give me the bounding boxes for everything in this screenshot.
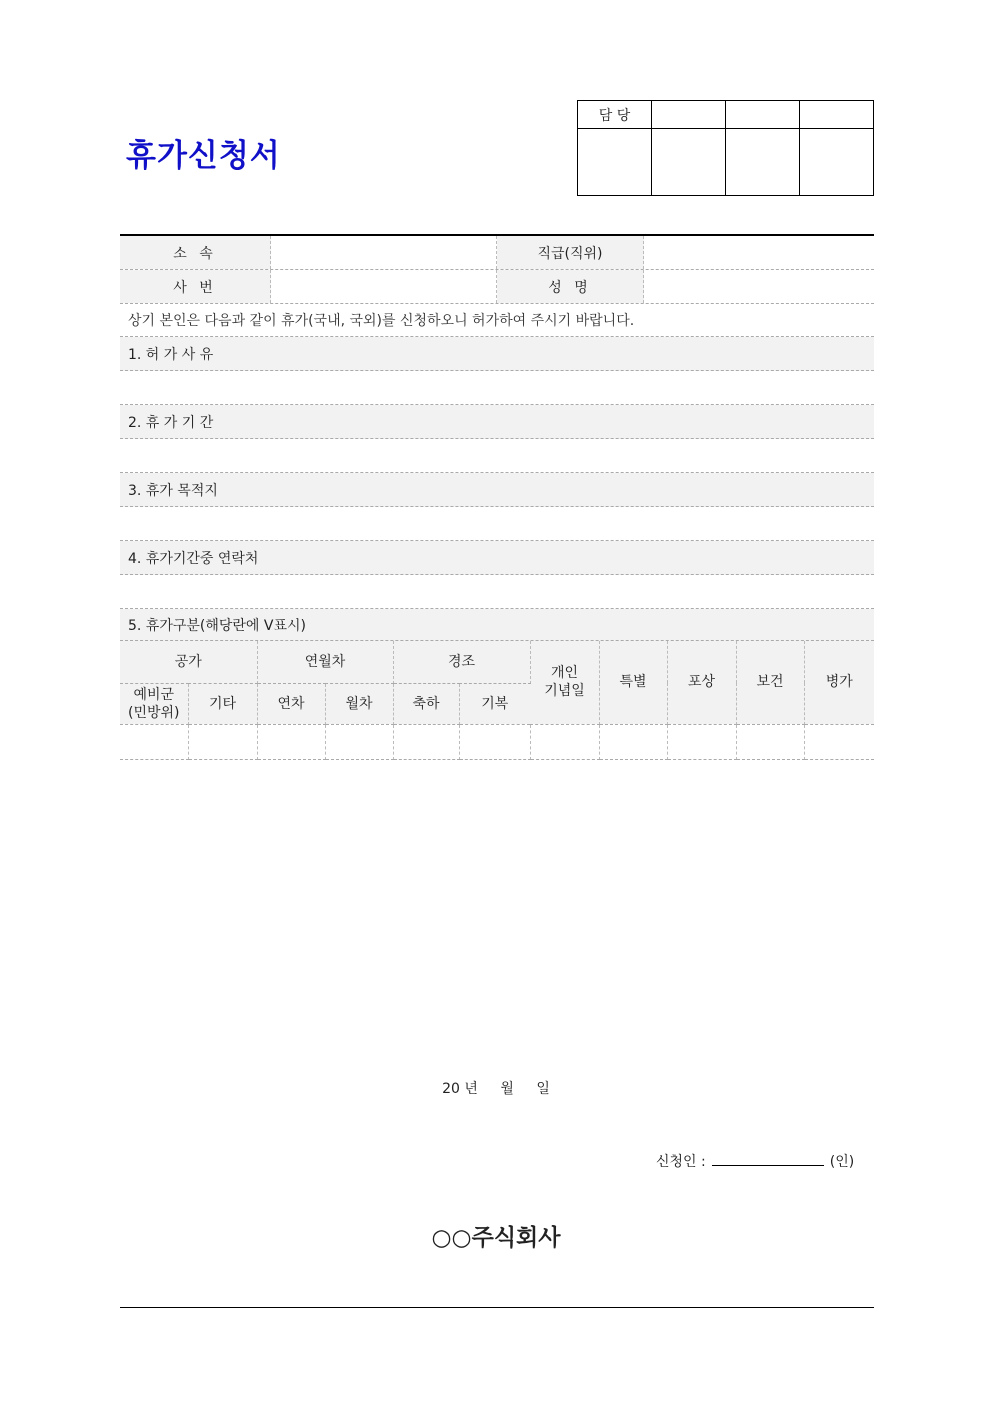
name-field[interactable] xyxy=(644,270,874,303)
info-row-affiliation xyxy=(120,236,874,270)
section-reason-field[interactable] xyxy=(120,371,874,405)
date-year[interactable]: 20 년 xyxy=(442,1081,478,1097)
approval-header-cell xyxy=(652,101,726,129)
applicant-label: 신청인 : xyxy=(656,1154,706,1170)
leave-health-header: 보건 xyxy=(736,641,804,724)
leave-reward-header: 포상 xyxy=(667,641,736,724)
approval-sign-cell[interactable] xyxy=(578,129,652,196)
leave-check-cell[interactable] xyxy=(667,724,736,759)
employee-no-label: 사 번 xyxy=(120,270,271,303)
approval-sign-cell[interactable] xyxy=(726,129,800,196)
section-period-header: 2. 휴 가 기 간 xyxy=(120,405,874,439)
leave-check-cell[interactable] xyxy=(459,724,530,759)
bottom-rule xyxy=(120,1307,874,1308)
section-contact-field[interactable] xyxy=(120,575,874,609)
leave-check-cell[interactable] xyxy=(188,724,257,759)
leave-type-table xyxy=(120,641,874,760)
approval-label: 담 당 xyxy=(578,101,652,129)
affiliation-label: 소 속 xyxy=(120,236,271,269)
section-contact-header: 4. 휴가기간중 연락처 xyxy=(120,541,874,575)
date-day[interactable]: 일 xyxy=(536,1081,550,1097)
rank-field[interactable] xyxy=(644,236,874,269)
leave-check-cell[interactable] xyxy=(599,724,667,759)
rank-label: 직급(직위) xyxy=(497,236,644,269)
applicant-seal: (인) xyxy=(829,1154,855,1170)
leave-check-cell[interactable] xyxy=(393,724,459,759)
approval-header-cell xyxy=(726,101,800,129)
approval-header-cell xyxy=(800,101,874,129)
leave-sick-header: 병가 xyxy=(804,641,874,724)
leave-annual-monthly-header: 연월차 xyxy=(257,641,393,683)
leave-special-header: 특별 xyxy=(599,641,667,724)
leave-reserve-army-header: 예비군 (민방위) xyxy=(120,683,188,724)
leave-monthly-header: 월차 xyxy=(325,683,393,724)
leave-check-cell[interactable] xyxy=(804,724,874,759)
affiliation-field[interactable] xyxy=(271,236,497,269)
leave-condolence-header: 경조 xyxy=(393,641,530,683)
leave-official-header: 공가 xyxy=(120,641,257,683)
section-reason-header: 1. 허 가 사 유 xyxy=(120,337,874,371)
leave-annual-header: 연차 xyxy=(257,683,325,724)
leave-other-header: 기타 xyxy=(188,683,257,724)
leave-check-cell[interactable] xyxy=(120,724,188,759)
leave-check-cell[interactable] xyxy=(325,724,393,759)
leave-mourning-header: 기복 xyxy=(459,683,530,724)
name-label: 성 명 xyxy=(497,270,644,303)
document-title: 휴가신청서 xyxy=(126,138,281,174)
info-row-employee xyxy=(120,270,874,304)
leave-check-cell[interactable] xyxy=(736,724,804,759)
approval-box xyxy=(577,100,874,196)
employee-no-field[interactable] xyxy=(271,270,497,303)
section-period-field[interactable] xyxy=(120,439,874,473)
approval-sign-cell[interactable] xyxy=(800,129,874,196)
applicant-line xyxy=(656,1151,854,1171)
section-destination-header: 3. 휴가 목적지 xyxy=(120,473,874,507)
leave-personal-anniversary-header: 개인 기념일 xyxy=(530,641,599,724)
company-name: ○○주식회사 xyxy=(431,1225,561,1251)
approval-sign-cell[interactable] xyxy=(652,129,726,196)
section-leave-type-header: 5. 휴가구분(해당란에 V표시) xyxy=(120,609,874,641)
date-line xyxy=(0,1078,992,1098)
statement-text: 상기 본인은 다음과 같이 휴가(국내, 국외)를 신청하오니 허가하여 주시기 바랍니다. xyxy=(120,304,874,337)
leave-check-cell[interactable] xyxy=(530,724,599,759)
section-destination-field[interactable] xyxy=(120,507,874,541)
date-month[interactable]: 월 xyxy=(500,1081,514,1097)
leave-congratulation-header: 축하 xyxy=(393,683,459,724)
leave-check-cell[interactable] xyxy=(257,724,325,759)
applicant-signature-field[interactable] xyxy=(712,1151,824,1166)
